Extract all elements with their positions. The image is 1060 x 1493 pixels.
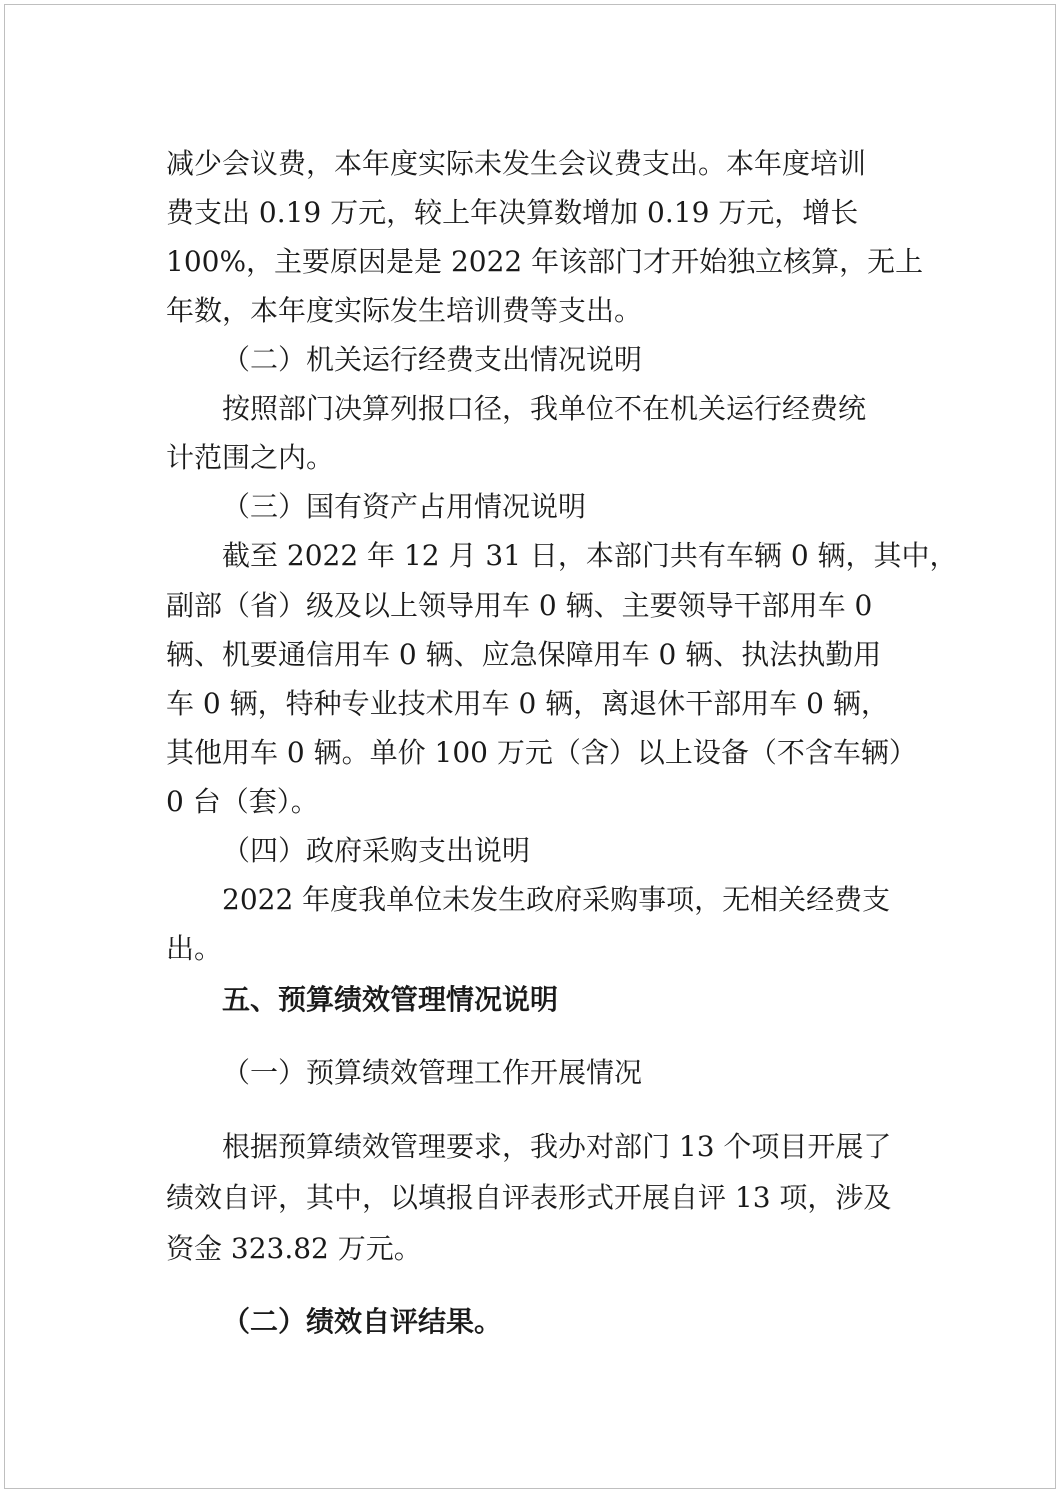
paragraph-line: 费支出 0.19 万元，较上年决算数增加 0.19 万元，增长 (166, 196, 859, 229)
paragraph-line: 0 台（套）。 (166, 785, 319, 818)
paragraph-line: 按照部门决算列报口径，我单位不在机关运行经费统 (222, 392, 867, 425)
paragraph-line: 100%，主要原因是是 2022 年该部门才开始独立核算，无上 (166, 245, 924, 278)
paragraph-line: 根据预算绩效管理要求，我办对部门 13 个项目开展了 (222, 1130, 892, 1163)
paragraph-line: 出。 (166, 932, 223, 965)
paragraph-line: 其他用车 0 辆。单价 100 万元（含）以上设备（不含车辆） (166, 736, 917, 769)
paragraph-line: 车 0 辆，特种专业技术用车 0 辆，离退休干部用车 0 辆， (166, 687, 889, 720)
paragraph-line: 截至 2022 年 12 月 31 日，本部门共有车辆 0 辆，其中， (222, 539, 958, 572)
section-heading-3: （三）国有资产占用情况说明 (222, 490, 587, 523)
paragraph-line: 资金 323.82 万元。 (166, 1232, 422, 1265)
paragraph-line: 2022 年度我单位未发生政府采购事项，无相关经费支 (222, 883, 891, 916)
section-heading-2: （二）机关运行经费支出情况说明 (222, 343, 643, 376)
paragraph-line: 年数，本年度实际发生培训费等支出。 (166, 294, 643, 327)
sub-heading-5-1: （一）预算绩效管理工作开展情况 (222, 1056, 643, 1089)
paragraph-line: 副部（省）级及以上领导用车 0 辆、主要领导干部用车 0 (166, 589, 873, 622)
paragraph-line: 辆、机要通信用车 0 辆、应急保障用车 0 辆、执法执勤用 (166, 638, 882, 671)
chapter-heading-5: 五、预算绩效管理情况说明 (222, 983, 559, 1016)
paragraph-line: 绩效自评，其中，以填报自评表形式开展自评 13 项，涉及 (166, 1181, 892, 1214)
paragraph-line: 计范围之内。 (166, 441, 335, 474)
paragraph-line: 减少会议费，本年度实际未发生会议费支出。本年度培训 (166, 147, 867, 180)
sub-heading-5-2: （二）绩效自评结果。 (222, 1305, 503, 1338)
section-heading-4: （四）政府采购支出说明 (222, 834, 531, 867)
